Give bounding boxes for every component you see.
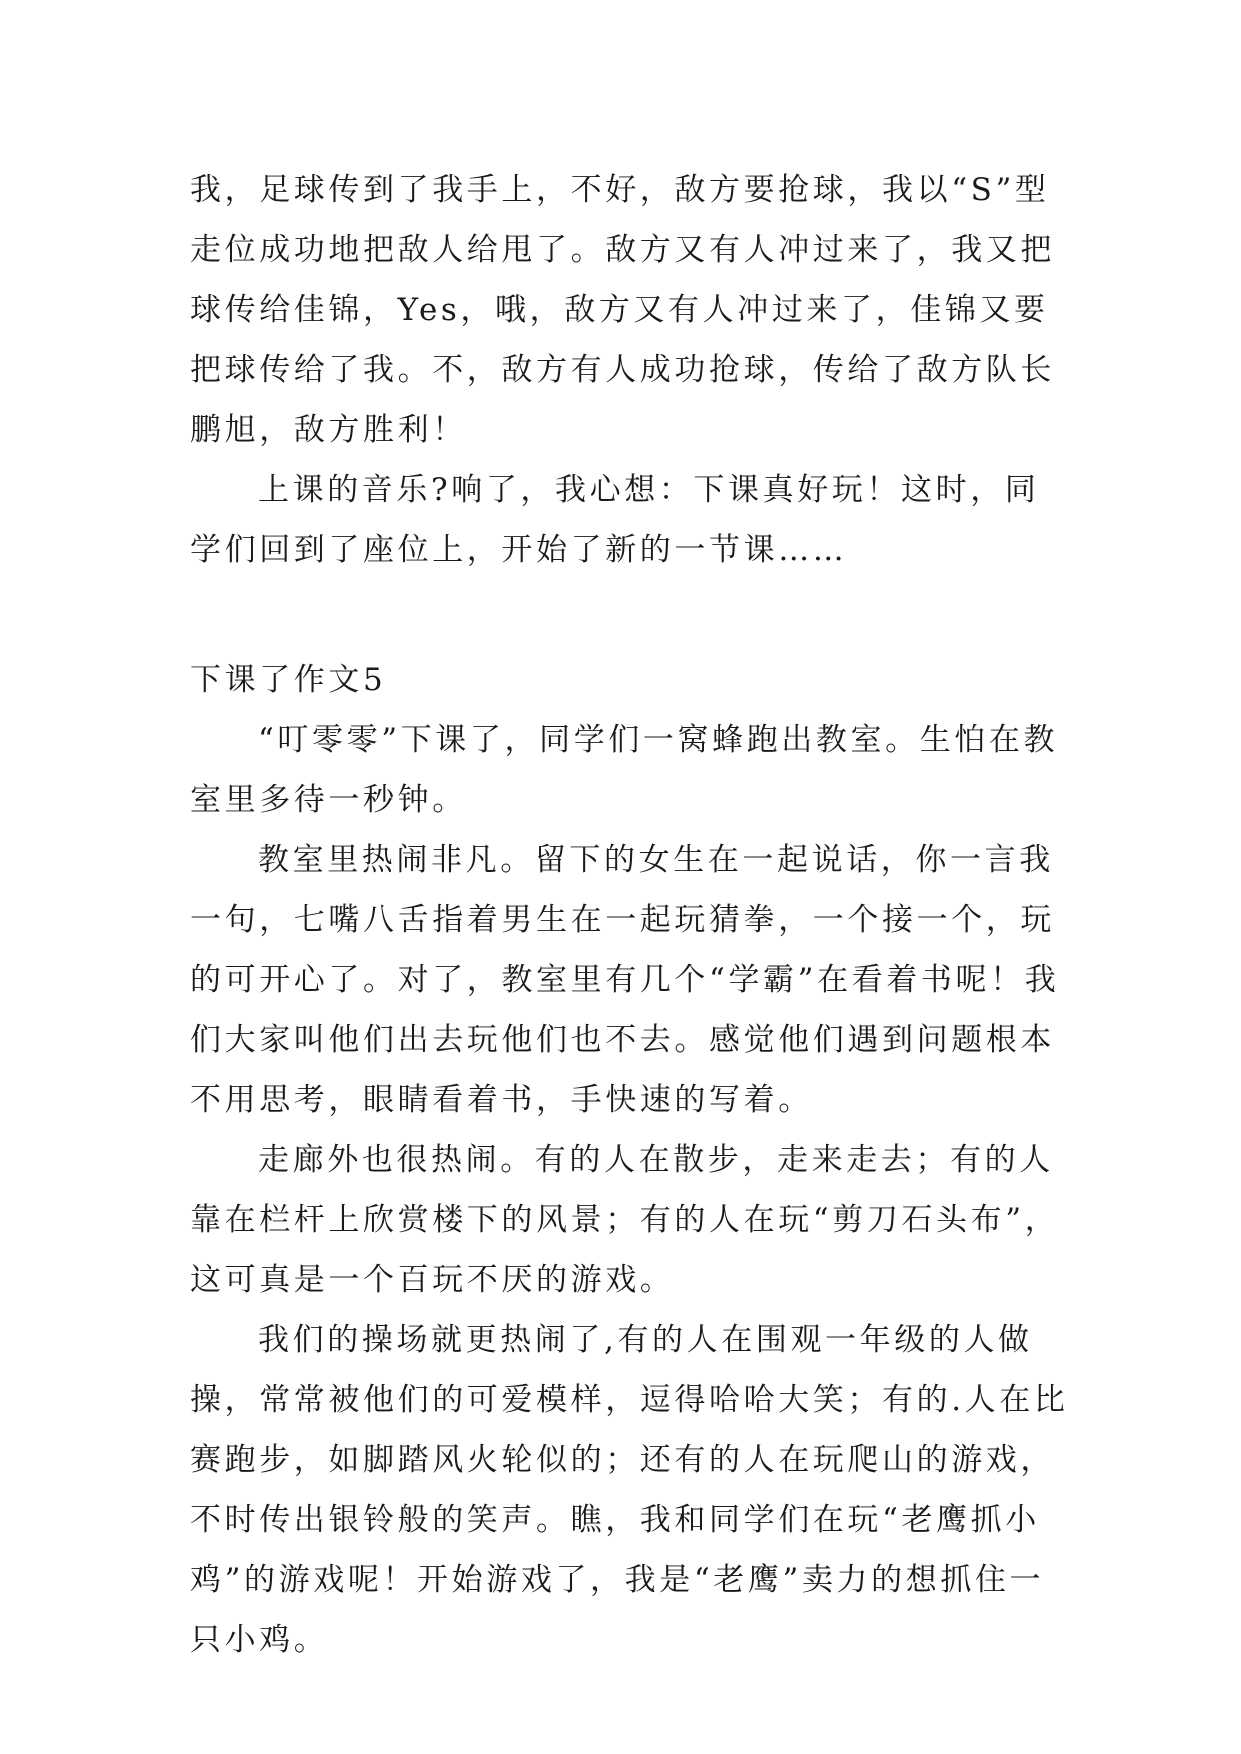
paragraph: “叮零零”下课了，同学们一窝蜂跑出教室。生怕在教室里多待一秒钟。 xyxy=(190,722,1059,818)
paragraph: 我们的操场就更热闹了,有的人在围观一年级的人做操，常常被他们的可爱模样，逗得哈哈大笑；有的.人在比赛跑步，如脚踏风火轮似的；还有的人在玩爬山的游戏，不时传出银铃般的笑声。瞧，我和同学们在玩“老鹰抓小鸡”的游戏呢！开始游戏了，我是“老鹰”卖力的想抓住一只小鸡。 xyxy=(190,1322,1069,1658)
paragraph: 教室里热闹非凡。留下的女生在一起说话，你一言我一句，七嘴八舌指着男生在一起玩猜拳，一个接一个，玩的可开心了。对了，教室里有几个“学霸”在看着书呢！我们大家叫他们出去玩他们也不去。感觉他们遇到问题根本不用思考，眼睛看着书，手快速的写着。 xyxy=(190,842,1060,1118)
paragraph: 上课的音乐?响了，我心想：下课真好玩！这时，同学们回到了座位上，开始了新的一节课…… xyxy=(190,472,1040,568)
paragraph: 走廊外也很热闹。有的人在散步，走来走去；有的人靠在栏杆上欣赏楼下的风景；有的人在玩“剪刀石头布”，这可真是一个百玩不厌的游戏。 xyxy=(190,1142,1060,1298)
paragraph: 我，足球传到了我手上，不好，敌方要抢球，我以“S”型走位成功地把敌人给甩了。敌方又有人冲过来了，我又把球传给佳锦，Yes，哦，敌方又有人冲过来了，佳锦又要把球传给了我。不，敌方有人成功抢球，传给了敌方队长鹏旭，敌方胜利！ xyxy=(190,172,1055,448)
section-title: 下课了作文5 xyxy=(190,662,387,698)
section-gap xyxy=(190,580,1070,650)
document-body xyxy=(190,160,1070,1670)
